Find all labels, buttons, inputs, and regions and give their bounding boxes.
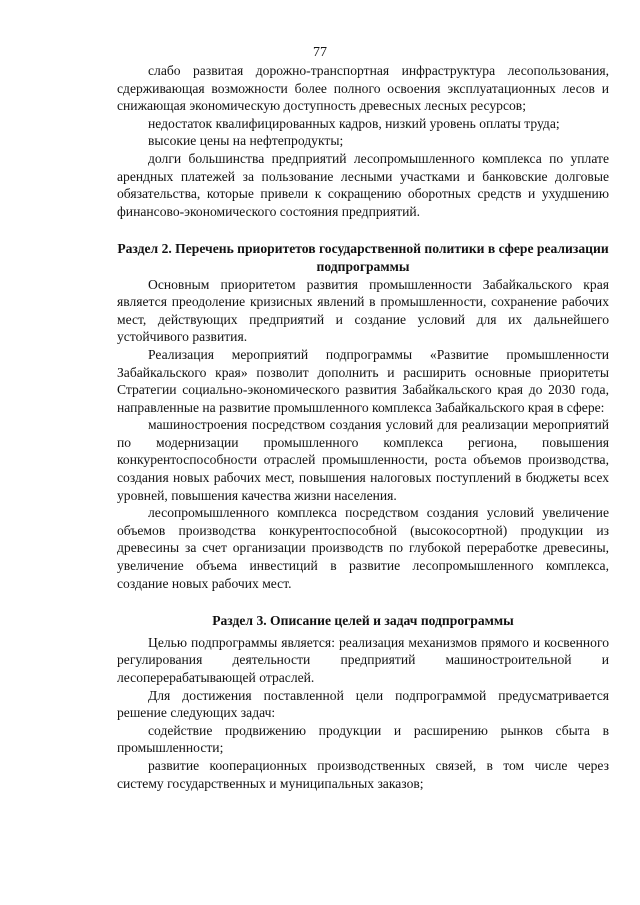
paragraph: развитие кооперационных производственных связей, в том числе через систему государственных и муниципальных заказов; — [117, 757, 609, 791]
section-heading: Раздел 3. Описание целей и задач подпрограммы — [212, 613, 514, 629]
paragraph: Реализация мероприятий подпрограммы «Развитие промышленности Забайкальского края» позволит дополнить и расширить основные приоритеты Стратегии социально-экономического развития Забайкальского края до 2030 года, направленные на развитие промышленного комплекса Забайкальского края в сфере: — [117, 346, 609, 415]
paragraph: содействие продвижению продукции и расширению рынков сбыта в промышленности; — [117, 722, 609, 756]
paragraph: высокие цены на нефтепродукты; — [148, 133, 344, 149]
paragraph: лесопромышленного комплекса посредством создания условий увеличение объемов производства конкурентоспособной (высокосортной) продукции из древесины за счет организации производств по глубокой переработке древесины, увеличение объема инвестиций в развитие лесопромышленного комплекса, создание новых рабочих мест. — [117, 505, 609, 591]
spacer — [117, 220, 609, 240]
paragraph: машиностроения посредством создания условий для реализации мероприятий по модернизации промышленного комплекса региона, повышения конкурентоспособности отраслей промышленности, роста объемов производства, создания новых рабочих мест, повышения налоговых поступлений в бюджеты всех уровней, повышения качества жизни населения. — [117, 417, 609, 503]
paragraph: Для достижения поставленной цели подпрограммой предусматривается решение следующих задач: — [117, 687, 609, 721]
section-heading: Раздел 2. Перечень приоритетов государственной политики в сфере реализации подпрограммы — [117, 241, 609, 274]
page-number: 77 — [313, 45, 327, 60]
paragraph: Основным приоритетом развития промышленности Забайкальского края является преодоление кризисных явлений в промышленности, сохранение рабочих мест, действующих предприятий и создание условий для их дальнейшего устойчивого развития. — [117, 276, 609, 345]
paragraph: слабо развитая дорожно-транспортная инфраструктура лесопользования, сдерживающая возможности более полного освоения эксплуатационных лесов и снижающая экономическую доступность древесных лесных ресурсов; — [117, 63, 609, 114]
spacer — [117, 592, 609, 612]
paragraph: долги большинства предприятий лесопромышленного комплекса по уплате арендных платежей за пользование лесными участками и банковские долговые обязательства, которые привели к сокращению оборотных средств и ухудшению финансово-экономического состояния предприятий. — [117, 150, 609, 219]
paragraph: Целью подпрограммы является: реализация механизмов прямого и косвенного регулирования деятельности предприятий машиностроительной и лесоперерабатывающей отраслей. — [117, 634, 609, 685]
paragraph: недостаток квалифицированных кадров, низкий уровень оплаты труда; — [148, 115, 560, 131]
document-body — [117, 62, 609, 792]
